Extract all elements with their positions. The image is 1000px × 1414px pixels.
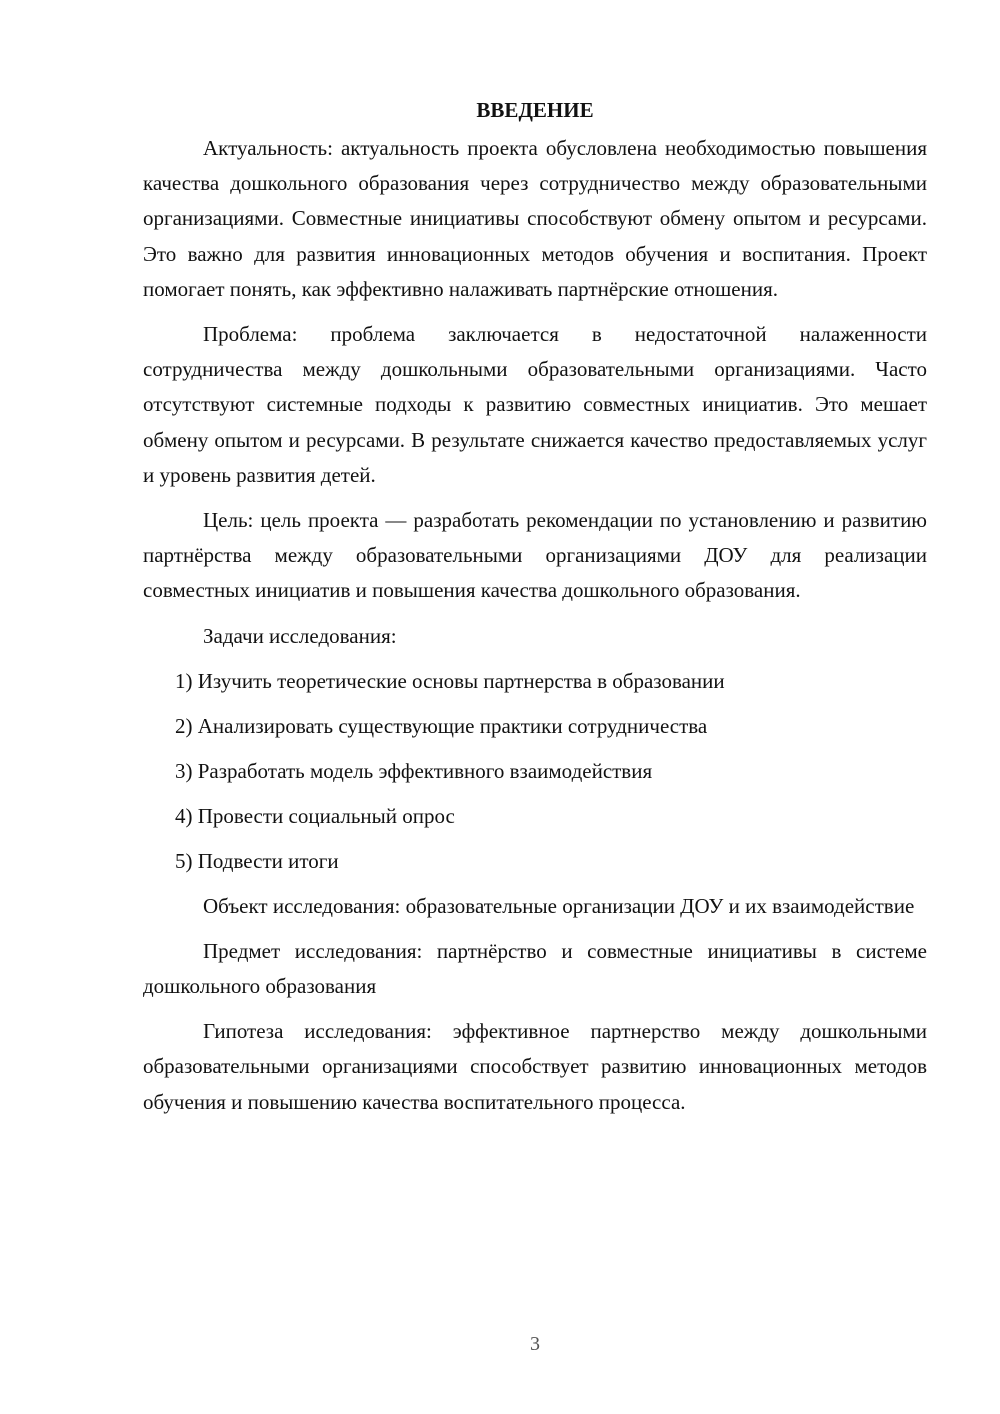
paragraph-hypothesis: Гипотеза исследования: эффективное партнерство между дошкольными образовательными организациями способствует развитию инновационных методов обучения и повышению качества воспитательного процесса. <box>143 1019 927 1114</box>
paragraph-problem: Проблема: проблема заключается в недостаточной налаженности сотрудничества между дошкольными образовательными организациями. Часто отсутствуют системные подходы к развитию совместных инициатив. Это мешает обмену опытом и ресурсами. В результате снижается качество предоставляемых услуг и уровень развития детей. <box>143 322 927 487</box>
tasks-heading: Задачи исследования: <box>203 623 397 648</box>
paragraph-goal: Цель: цель проекта — разработать рекомендации по установлению и развитию партнёрства между образовательными организациями ДОУ для реализации совместных инициатив и повышения качества дошкольного образования. <box>143 508 927 603</box>
task-item-4: 4) Провести социальный опрос <box>175 803 455 828</box>
paragraph-subject: Предмет исследования: партнёрство и совместные инициативы в системе дошкольного образования <box>143 938 927 999</box>
task-list <box>143 664 927 879</box>
task-item-5: 5) Подвести итоги <box>175 848 339 873</box>
task-item-1: 1) Изучить теоретические основы партнерства в образовании <box>175 668 725 693</box>
paragraph-object: Объект исследования: образовательные организации ДОУ и их взаимодействие <box>203 893 915 918</box>
task-item-2: 2) Анализировать существующие практики сотрудничества <box>175 713 708 738</box>
page-title: ВВЕДЕНИЕ <box>476 98 594 122</box>
paragraph-relevance: Актуальность: актуальность проекта обусловлена необходимостью повышения качества дошкольного образования через сотрудничество между образовательными организациями. Совместные инициативы способствуют обмену опытом и ресурсами. Это важно для развития инновационных методов обучения и воспитания. Проект помогает понять, как эффективно налаживать партнёрские отношения. <box>143 136 927 301</box>
page-number: 3 <box>530 1333 540 1355</box>
task-item-3: 3) Разработать модель эффективного взаимодействия <box>175 758 653 783</box>
document-page <box>143 95 927 1130</box>
